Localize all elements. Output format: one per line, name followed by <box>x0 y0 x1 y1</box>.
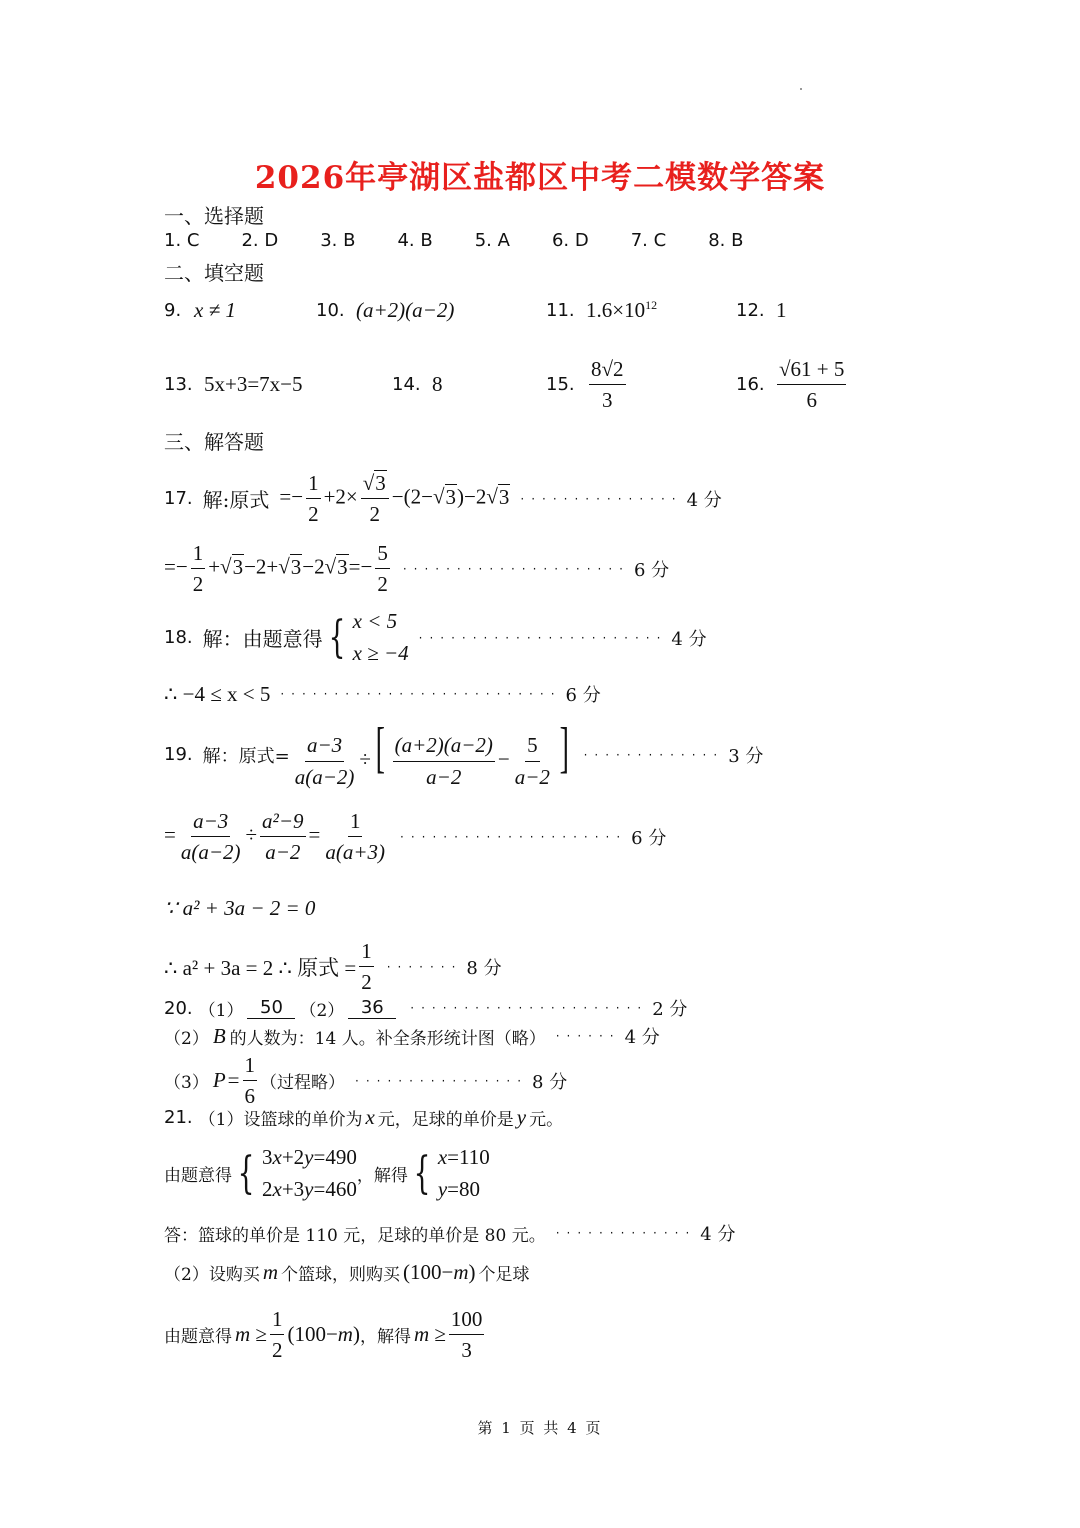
q15-answer <box>586 356 736 414</box>
q18-score-1: 4 分 <box>671 628 707 650</box>
q20-line3-prefix: （3） <box>164 1073 209 1094</box>
q19-score-2: 6 分 <box>631 827 667 849</box>
choice-answer: 6. D <box>551 230 589 251</box>
q19-given: ∵ a² + 3a − 2 = 0 <box>164 896 316 920</box>
q21-line-1: 21. （1）设篮球的单价为 x 元，足球的单价是 y 元。 <box>164 1105 564 1130</box>
q16-label: 16. <box>736 374 765 396</box>
q19-expr-2: = $\frac{a-3}{a(a-2)}$ ÷ $\frac{\text{a²−9}}{a-2}$ = $\frac{1}{a(a+3)}$ <box>164 809 386 865</box>
q19-then: ∴ a² + 3a = 2 ∴ 原式 = <box>164 955 357 980</box>
q20-line2-prefix: （2） <box>164 1028 209 1049</box>
q15-denominator: 3 <box>602 388 613 413</box>
q16-answer <box>774 356 849 414</box>
score-leader: ······ <box>555 1029 621 1043</box>
q20-answer-1: 50 <box>247 997 295 1019</box>
q21-intro-c: 元。 <box>529 1110 564 1130</box>
choice-answer: 5. A <box>474 230 510 251</box>
q20-line2-text: 的人数为：14 人。补全条形统计图（略） <box>229 1028 546 1049</box>
q18-system: x < 5 x ≥ −4 <box>352 609 409 665</box>
score-leader: ············· <box>555 1226 697 1240</box>
q21-system: 3x+2y=490 2x+3y=460 <box>262 1145 357 1201</box>
q17-expr-2: =− $\frac{1}{2}$ +√3−2+√3−2√3=− $\frac{5}{2}$ <box>164 541 388 597</box>
q16-denominator: 6 <box>806 388 817 413</box>
q21-line-2 <box>164 1142 490 1205</box>
q21-ineq-lead: 由题意得 <box>164 1327 232 1348</box>
q17-score-2: 6 分 <box>633 559 670 581</box>
q19-line-1 <box>164 717 764 790</box>
fill-row-2 <box>164 356 849 414</box>
choice-answer: 7. C <box>630 230 667 251</box>
q20-var-b: B <box>212 1023 226 1048</box>
score-leader: ······· <box>386 959 463 974</box>
q20-line-1 <box>164 995 687 1021</box>
q21-sys-lead: 由题意得 <box>164 1166 232 1186</box>
q20-line-3: （3） P = $\frac{1}{6}$ （过程略） ················ 8 分 <box>164 1053 568 1109</box>
choice-answer: 2. D <box>241 230 279 251</box>
q21-line-5: 由题意得 m ≥ $\frac{1}{2}$ (100−m) ，解得 m ≥ $\frac{100}{3}$ <box>164 1307 483 1363</box>
q16-numerator: √61 + 5 <box>777 356 846 385</box>
q21-answer: 答：篮球的单价是 110 元，足球的单价是 80 元。 <box>164 1225 546 1246</box>
q21-intro-b: 元，足球的单价是 <box>377 1110 514 1130</box>
q9-answer: x ≠ 1 <box>194 298 236 322</box>
q21-intro-a: （1）设篮球的单价为 <box>198 1110 363 1130</box>
choice-answers <box>164 230 785 251</box>
q15-numerator: 8√2 <box>589 356 626 385</box>
q21-score-1: 4 分 <box>700 1224 736 1245</box>
q19-label: 19. <box>164 744 193 766</box>
q18-label: 18. <box>164 627 193 648</box>
score-leader: ····················· <box>400 829 628 844</box>
q20-line3-text: （过程略） <box>260 1073 345 1094</box>
score-leader: ··············· <box>520 491 683 506</box>
q18-line-2 <box>164 681 601 707</box>
q11-base: 1.6×10 <box>586 298 646 322</box>
q19-score-3: 8 分 <box>466 957 502 979</box>
q18-score-2: 6 分 <box>565 685 601 706</box>
q17-score-1: 4 分 <box>686 489 722 511</box>
q12-answer: 1 <box>776 298 787 322</box>
q9-label: 9. <box>164 300 182 321</box>
q20-label: 20. <box>164 997 193 1019</box>
q20-probability: $\frac{1}{6}$ <box>244 1053 255 1109</box>
q20-score-2: 4 分 <box>624 1027 660 1048</box>
q21-line-4: （2）设购买 m 个篮球，则购买 (100−m) 个足球 <box>164 1260 530 1285</box>
section-solve: 三、解答题 <box>164 430 264 454</box>
q19-line-2 <box>164 808 666 866</box>
score-leader: ················ <box>355 1073 529 1088</box>
q21-line-3 <box>164 1220 735 1246</box>
q14-answer: 8 <box>432 372 443 397</box>
score-leader: ·························· <box>280 687 562 701</box>
page-title: 2026年亭湖区盐都区中考二模数学答案 <box>254 160 826 196</box>
q12-label: 12. <box>736 300 765 321</box>
q20-line-2 <box>164 1023 660 1049</box>
q11-exponent: 12 <box>645 298 658 312</box>
q15-label: 15. <box>546 374 575 396</box>
q17-lead: 解:原式 <box>202 488 270 513</box>
q19-line-3 <box>164 896 315 921</box>
q21-solution: x=110 y=80 <box>437 1145 490 1201</box>
q13-label: 13. <box>164 374 193 396</box>
q11-answer <box>586 298 736 323</box>
q20-score-3: 8 分 <box>532 1071 568 1093</box>
q10-answer: (a+2)(a−2) <box>356 298 455 322</box>
choice-answer: 1. C <box>164 230 200 251</box>
q17-line-2 <box>164 540 669 598</box>
choice-answer: 8. B <box>708 230 744 251</box>
q17-expr-1: =− $\frac{1}{2}$ +2× $\frac{√3}{2}$ −(2−√3)−2√3 <box>279 471 510 527</box>
section-fill: 二、填空题 <box>164 261 264 285</box>
score-leader: ····················· <box>402 561 630 576</box>
q21-ineq-solved: ，解得 <box>359 1327 411 1348</box>
system-brace: { <box>328 611 346 663</box>
choice-answer: 3. B <box>320 230 356 251</box>
score-leader: ······················ <box>410 1001 649 1015</box>
q14-label: 14. <box>392 374 421 396</box>
q20-part1: （1） <box>198 1000 244 1021</box>
system-brace: { <box>237 1147 255 1199</box>
q21-solved: ，解得 <box>356 1166 408 1186</box>
q19-line-4 <box>164 938 502 996</box>
corner-mark <box>800 88 802 90</box>
q21-label: 21. <box>164 1107 193 1128</box>
q19-lead: 解：原式= <box>202 745 290 767</box>
q10-label: 10. <box>316 300 345 321</box>
fill-row-1 <box>164 298 787 323</box>
q18-line-1 <box>164 606 707 669</box>
q18-lead: 解：由题意得 <box>202 627 323 651</box>
q21-part2-a: （2）设购买 <box>164 1265 260 1285</box>
q13-answer: 5x+3=7x−5 <box>204 372 303 397</box>
q20-answer-2: 36 <box>348 997 396 1019</box>
section-choice: 一、选择题 <box>164 204 264 228</box>
q19-score-1: 3 分 <box>728 745 764 767</box>
q21-part2-c: 个足球 <box>478 1265 530 1285</box>
q18-result: ∴ −4 ≤ x < 5 <box>164 681 271 706</box>
q21-part2-b: 个篮球，则购买 <box>281 1265 400 1285</box>
q17-label: 17. <box>164 488 193 510</box>
q20-score-1: 2 分 <box>652 999 688 1020</box>
score-leader: ······················· <box>418 630 668 645</box>
score-leader: ············· <box>583 747 725 762</box>
q20-part2: （2） <box>299 1000 345 1021</box>
q17-line-1 <box>164 470 722 528</box>
choice-answer: 4. B <box>397 230 433 251</box>
q19-final: $\frac{1}{2}$ <box>361 939 372 995</box>
system-brace: { <box>413 1147 431 1199</box>
q19-expr-1: $\frac{a-3}{a(a-2)}$ ÷[ $\frac{(a+2)(a-2)}{a-2}$ − $\frac{5}{a-2}$ ] <box>294 717 569 789</box>
page-footer: 第 1 页 共 4 页 <box>477 1419 603 1437</box>
q11-label: 11. <box>546 300 575 321</box>
